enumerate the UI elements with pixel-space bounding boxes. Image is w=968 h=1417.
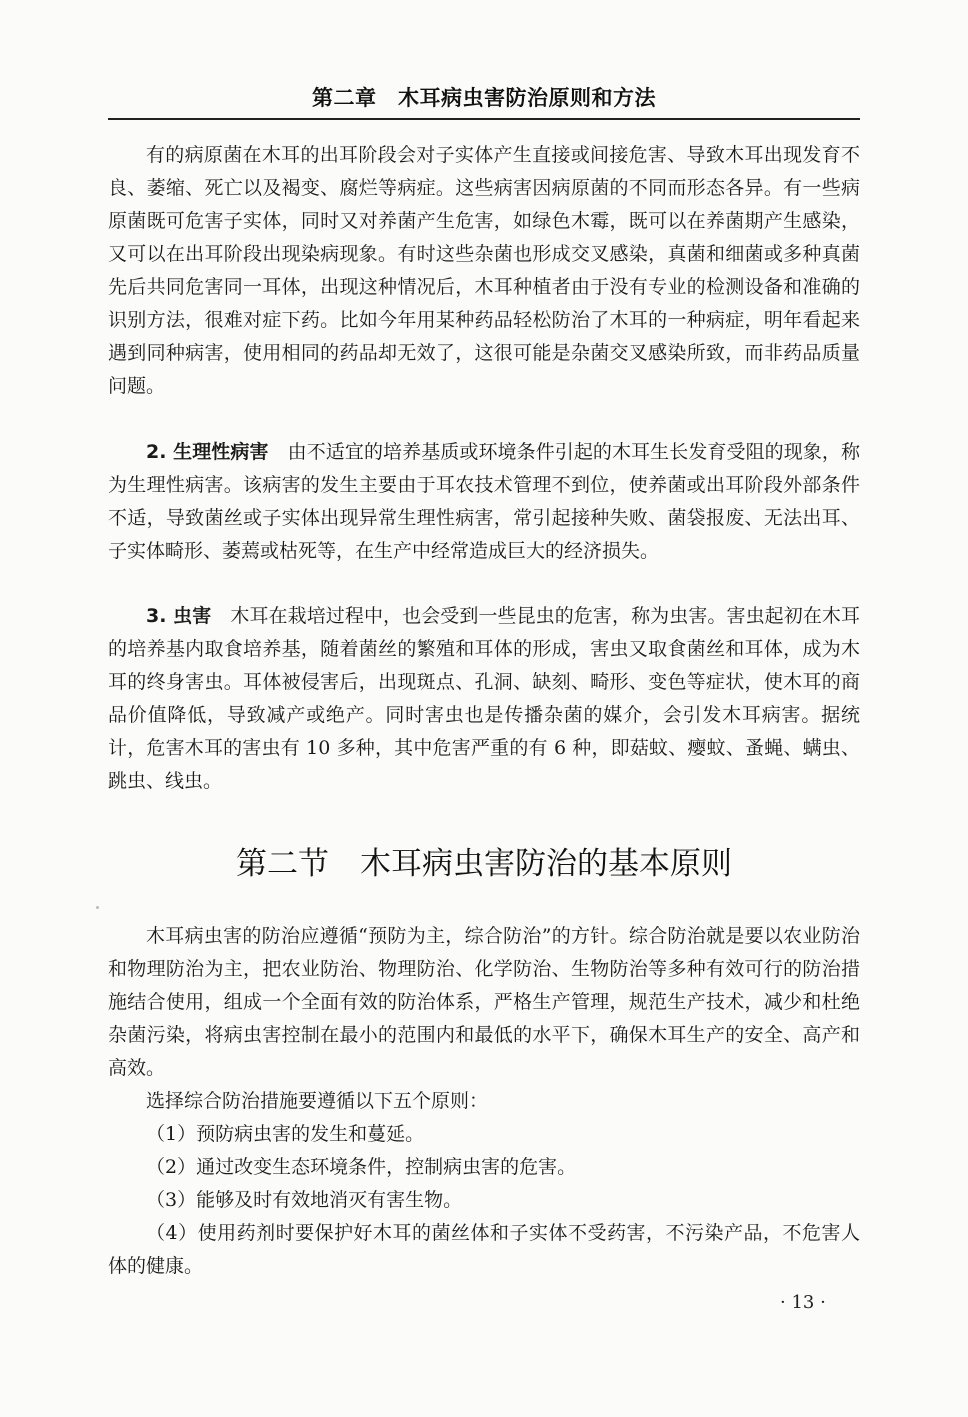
paragraph-section-intro: 木耳病虫害的防治应遵循“预防为主，综合防治”的方针。综合防治就是要以农业防治和物理防治为主，把农业防治、物理防治、化学防治、生物防治等多种有效可行的防治措施结合使用，组成一个全面有效的防治体系，严格生产管理，规范生产技术，减少和杜绝杂菌污染，将病虫害控制在最小的范围内和最低的水平下，确保木耳生产的安全、高产和高效。 bbox=[108, 925, 860, 1079]
paragraph-physiological-disease bbox=[108, 436, 860, 568]
pests-text: 木耳在栽培过程中，也会受到一些昆虫的危害，称为虫害。害虫起初在木耳的培养基内取食培养基，随着菌丝的繁殖和耳体的形成，害虫又取食菌丝和耳体，成为木耳的终身害虫。耳体被侵害后，出现斑点、孔洞、缺刻、畸形、变色等症状，使木耳的商品价值降低，导致减产或绝产。同时害虫也是传播杂菌的媒介，会引发木耳病害。据统计，危害木耳的害虫有 10 多种，其中危害严重的有 6 种，即菇蚊、瘿蚊、蚤蝇、螨虫、跳虫、线虫。 bbox=[108, 605, 860, 792]
running-header: 第二章 木耳病虫害防治原则和方法 bbox=[312, 86, 656, 110]
principle-item-2: （2）通过改变生态环境条件，控制病虫害的危害。 bbox=[146, 1156, 577, 1178]
principle-item-4: （4）使用药剂时要保护好木耳的菌丝体和子实体不受药害，不污染产品，不危害人体的健康。 bbox=[108, 1222, 860, 1277]
heading-pests: 3. 虫害 bbox=[146, 605, 212, 627]
page-number: · 13 · bbox=[780, 1292, 826, 1313]
paragraph-pests bbox=[108, 600, 860, 798]
principles-lead: 选择综合防治措施要遵循以下五个原则： bbox=[146, 1090, 489, 1112]
heading-physiological-disease: 2. 生理性病害 bbox=[146, 441, 269, 463]
principle-item-1: （1）预防病虫害的发生和蔓延。 bbox=[146, 1123, 425, 1145]
physiological-disease-text: 由不适宜的培养基质或环境条件引起的木耳生长发育受阻的现象，称为生理性病害。该病害的发生主要由于耳农技术管理不到位，使养菌或出耳阶段外部条件不适，导致菌丝或子实体出现异常生理性病害，常引起接种失败、菌袋报废、无法出耳、子实体畸形、萎蔫或枯死等，在生产中经常造成巨大的经济损失。 bbox=[108, 441, 860, 562]
paragraph-pathogen-effects: 有的病原菌在木耳的出耳阶段会对子实体产生直接或间接危害、导致木耳出现发育不良、萎缩、死亡以及褐变、腐烂等病症。这些病害因病原菌的不同而形态各异。有一些病原菌既可危害子实体，同时又对养菌产生危害，如绿色木霉，既可以在养菌期产生感染，又可以在出耳阶段出现染病现象。有时这些杂菌也形成交叉感染，真菌和细菌或多种真菌先后共同危害同一耳体，出现这种情况后，木耳种植者由于没有专业的检测设备和准确的识别方法，很难对症下药。比如今年用某种药品轻松防治了木耳的一种病症，明年看起来遇到同种病害，使用相同的药品却无效了，这很可能是杂菌交叉感染所致，而非药品质量问题。 bbox=[108, 144, 860, 397]
section-title: 第二节 木耳病虫害防治的基本原则 bbox=[236, 846, 732, 882]
principle-item-3: （3）能够及时有效地消灭有害生物。 bbox=[146, 1189, 463, 1211]
header-rule bbox=[108, 118, 860, 120]
scan-speck bbox=[96, 906, 99, 909]
